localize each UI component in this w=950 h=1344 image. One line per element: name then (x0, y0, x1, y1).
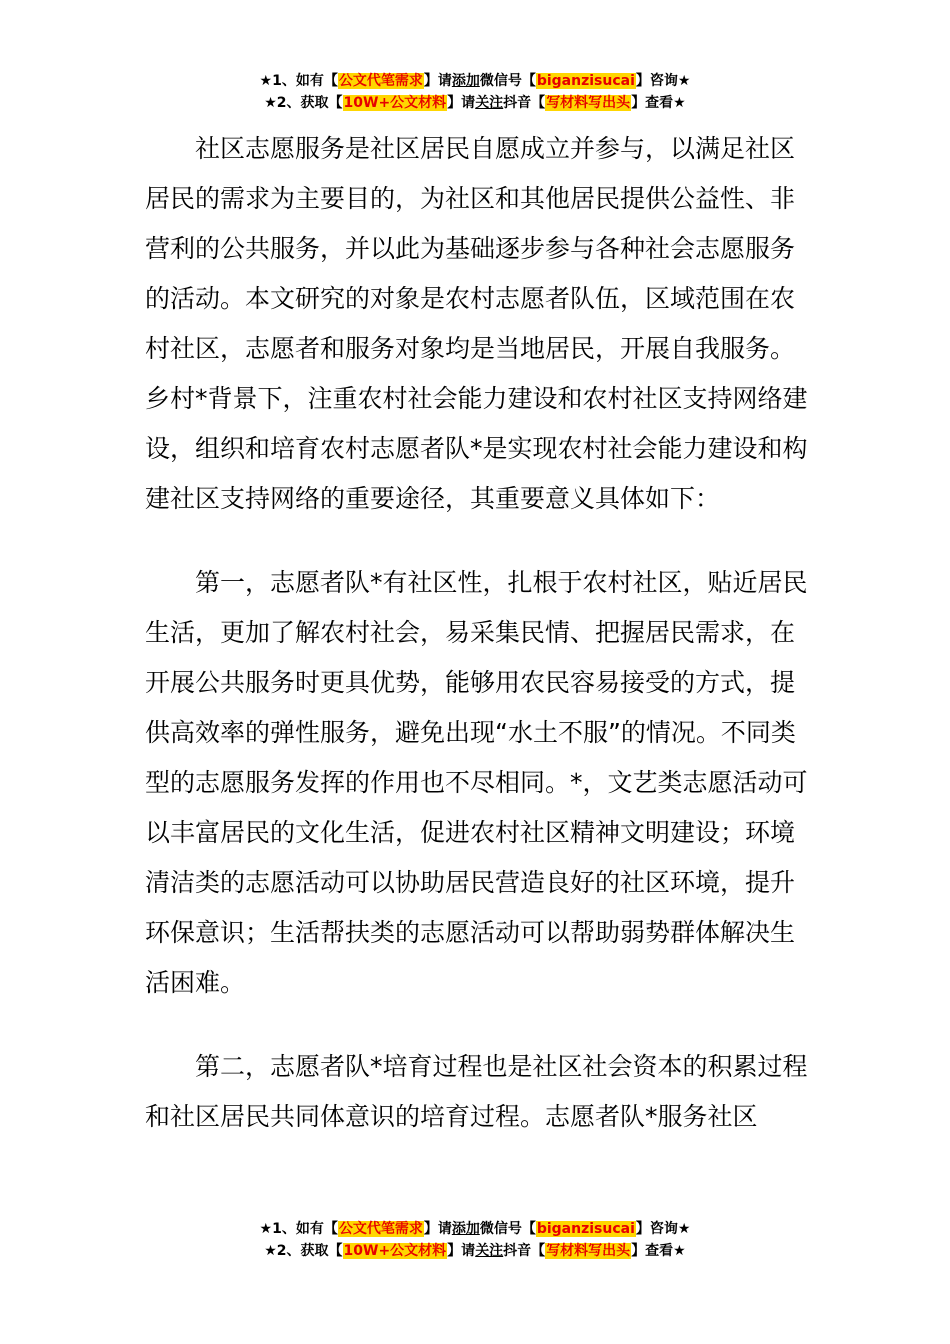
wechat-id-highlight: biganzisucai (536, 1221, 635, 1237)
paragraph-intro: 社区志愿服务是社区居民自愿成立并参与，以满足社区居民的需求为主要目的，为社区和其他居民提供公益性、非营利的公共服务，并以此为基础逐步参与各种社会志愿服务的活动。本文研究的对象是农村志愿者队伍，区域范围在农村社区，志愿者和服务对象均是当地居民，开展自我服务。乡村*背景下，注重农村社会能力建设和农村社区支持网络建设，组织和培育农村志愿者队*是实现农村社会能力建设和构建社区支持网络的重要途径，其重要意义具体如下： (145, 134, 808, 513)
promo-line-1: ★1、如有【公文代笔需求】请添加微信号【biganzisucai】咨询★ (259, 73, 691, 89)
paragraph-first-point: 第一，志愿者队*有社区性，扎根于农村社区，贴近居民生活，更加了解农村社会，易采集民情、把握居民需求，在开展公共服务时更具优势，能够用农民容易接受的方式，提供高效率的弹性服务，避免出现“水土不服”的情况。不同类型的志愿服务发挥的作用也不尽相同。*，文艺类志愿活动可以丰富居民的文化生活，促进农村社区精神文明建设；环境清洁类的志愿活动可以协助居民营造良好的社区环境，提升环保意识；生活帮扶类的志愿活动可以帮助弱势群体解决生活困难。 (145, 568, 808, 997)
promo-highlight: 公文代笔需求 (338, 73, 423, 89)
paragraph-second-point: 第二，志愿者队*培育过程也是社区社会资本的积累过程和社区居民共同体意识的培育过程。志愿者队*服务社区 (145, 1052, 808, 1131)
promo-highlight: 10W+公文材料 (343, 95, 447, 111)
wechat-id-highlight: biganzisucai (536, 73, 635, 89)
article-body (145, 124, 810, 1142)
footer-promo-banner (0, 1218, 950, 1262)
header-promo-banner (0, 70, 950, 114)
douyin-id-highlight: 写材料写出头 (546, 1243, 631, 1259)
promo-highlight: 公文代笔需求 (338, 1221, 423, 1237)
promo-line-1: ★1、如有【公文代笔需求】请添加微信号【biganzisucai】咨询★ (259, 1221, 691, 1237)
paragraph-gap (145, 524, 810, 558)
paragraph-gap (145, 1008, 810, 1042)
douyin-id-highlight: 写材料写出头 (546, 95, 631, 111)
promo-line-2: ★2、获取【10W+公文材料】请关注抖音【写材料写出头】查看★ (264, 95, 686, 111)
promo-line-2: ★2、获取【10W+公文材料】请关注抖音【写材料写出头】查看★ (264, 1243, 686, 1259)
promo-highlight: 10W+公文材料 (343, 1243, 447, 1259)
